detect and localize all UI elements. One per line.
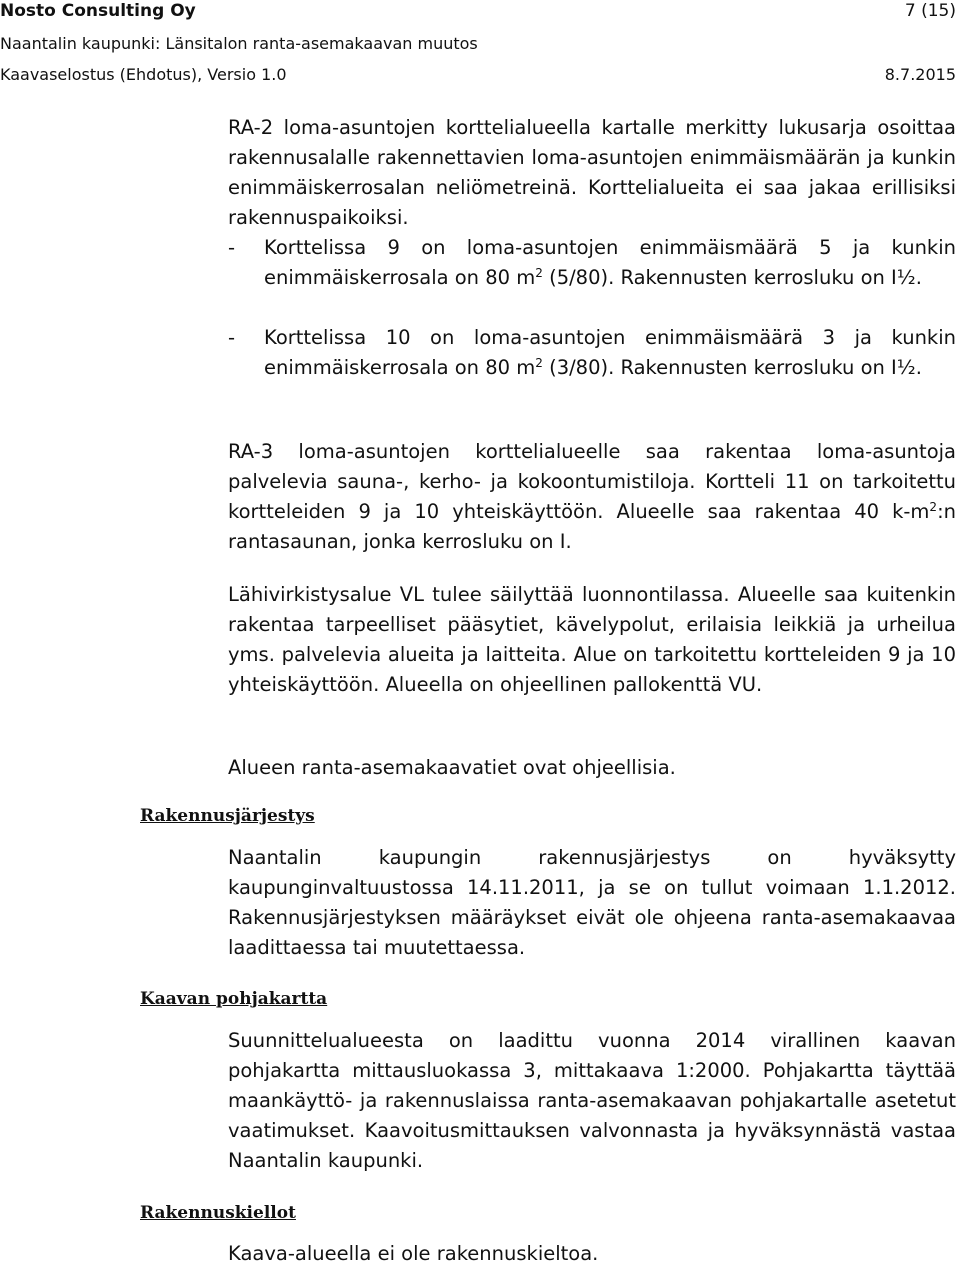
project-title: Naantalin kaupunki: Länsitalon ranta-asemakaavan muutos — [0, 34, 478, 53]
ra2-paragraph: RA-2 loma-asuntojen korttelialueella kartalle merkitty lukusarja osoittaa rakennusalalle rakennettavien loma-asuntojen enimmäismäärän ja kunkin enimmäiskerrosalan neliömetreinä. Korttelialueita ei saa jakaa erillisiksi rakennuspaikoiksi. — [228, 116, 956, 229]
list-item-text — [264, 233, 956, 293]
list-dash: - — [228, 236, 236, 259]
company-name: Nosto Consulting Oy — [0, 1, 196, 21]
ra3-text-part: RA-3 loma-asuntojen korttelialueelle saa rakentaa loma-asuntoja palvelevia sauna-, kerho- ja kokoontumistiloja. Kortteli 11 on tarkoitettu kortteleiden 9 ja 10 yhteiskäyttöön. Alueelle saa rakentaa 40 k-m — [228, 440, 956, 523]
guidelines-paragraph: Alueen ranta-asemakaavatiet ovat ohjeellisia. — [228, 756, 676, 779]
section-heading-building-bans: Rakennuskiellot — [140, 1203, 296, 1223]
list-item-text-part: (5/80). Rakennusten kerrosluku on I½. — [542, 266, 922, 289]
list-item — [228, 323, 956, 383]
section-heading-base-map: Kaavan pohjakartta — [140, 989, 328, 1009]
list-dash: - — [228, 326, 236, 349]
base-map-paragraph: Suunnittelualueesta on laadittu vuonna 2014 virallinen kaavan pohjakartta mittausluokassa 3, mittakaava 1:2000. Pohjakartta täyttää maankäyttö- ja rakennuslaissa ranta-asemakaavan pohjakartalle asetetut vaatimukset. Kaavoitusmittauksen valvonnasta ja hyväksynnästä vastaa Naantalin kaupunki. — [228, 1029, 956, 1172]
list-item — [228, 233, 956, 293]
superscript: 2 — [535, 266, 543, 280]
list-item-text-part: Korttelissa 10 on loma-asuntojen enimmäismäärä 3 ja kunkin enimmäiskerrosala on 80 m — [264, 326, 956, 379]
list-item-text — [264, 323, 956, 383]
ra3-paragraph — [228, 437, 956, 557]
ra3-text-part: :n rantasaunan, jonka kerrosluku on I. — [228, 500, 956, 553]
superscript: 2 — [929, 500, 938, 514]
building-bans-paragraph: Kaava-alueella ei ole rakennuskieltoa. — [228, 1242, 599, 1265]
superscript: 2 — [535, 356, 543, 370]
vl-paragraph: Lähivirkistysalue VL tulee säilyttää luonnontilassa. Alueelle saa kuitenkin rakentaa tarpeelliset pääsytiet, kävelypolut, erilaisia leikkiä ja urheilua yms. palvelevia alueita ja laitteita. Alue on tarkoitettu kortteleiden 9 ja 10 yhteiskäyttöön. Alueella on ohjeellinen pallokenttä VU. — [228, 583, 956, 696]
page-number: 7 (15) — [904, 1, 956, 21]
list-item-text-part: (3/80). Rakennusten kerrosluku on I½. — [542, 356, 922, 379]
document-date: 8.7.2015 — [884, 65, 956, 84]
list-item-text-part: Korttelissa 9 on loma-asuntojen enimmäismäärä 5 ja kunkin enimmäiskerrosala on 80 m — [264, 236, 956, 289]
document-version: Kaavaselostus (Ehdotus), Versio 1.0 — [0, 65, 287, 84]
section-heading-building-code: Rakennusjärjestys — [140, 806, 315, 826]
building-code-paragraph: Naantalin kaupungin rakennusjärjestys on hyväksytty kaupunginvaltuustossa 14.11.2011, ja se on tullut voimaan 1.1.2012. Rakennusjärjestyksen määräykset eivät ole ohjeena ranta-asemakaavaa laadittaessa tai muutettaessa. — [228, 846, 956, 959]
